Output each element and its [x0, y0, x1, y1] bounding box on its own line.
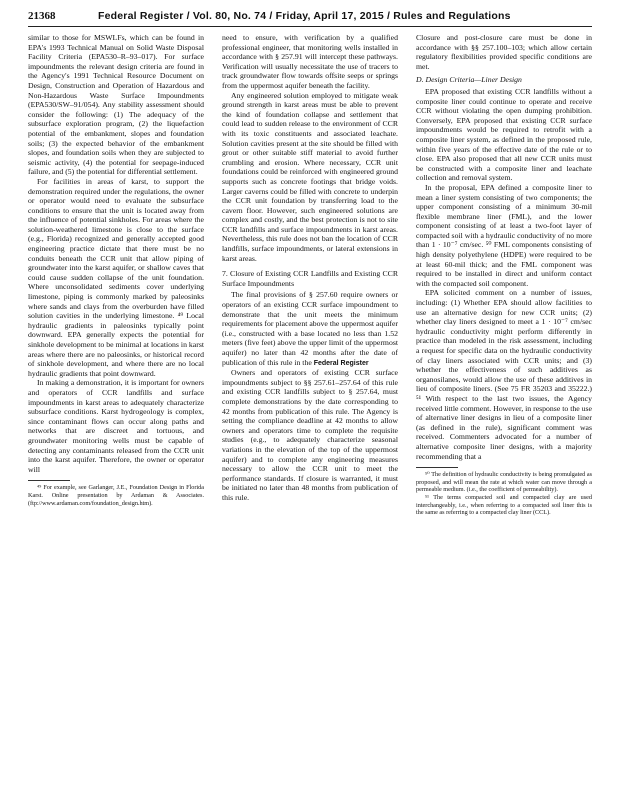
paragraph: similar to those for MSWLFs, which can be found in EPA's 1993 Technical Manual on Solid Waste Disposal Facility Criteria (EPA530–R–93–017). For surface impoundments the relevant design criteria are found in the Agency's 1991 Technical Resource Document on Design, Construction and Operation of Hazardous and Non-Hazardous Waste Surface Impoundments (EPA530/SW–91/054). Any stability assessment should consider the following: (1) The adequacy of the subsurface exploration program, (2) the liquefaction potential of the embankment, slopes and foundation soils; (3) the expected behavior of the embankment slopes, and foundation soils when they are subjected to seismic activity, (4) the potential for seepage-induced failure, and (5) the potential for differential settlement.: [28, 33, 204, 177]
paragraph: EPA solicited comment on a number of issues, including: (1) Whether EPA should allow facilities to use an alternative design for new CCR units; (2) whether clay liners designed to meet a 1 · 10⁻⁷ cm/sec hydraulic conductivity might perform differently in practice than modeled in the risk assessment, including a request for specific data on the hydraulic conductivity of clay liners associated with CCR units; and (3) whether the effectiveness of such additives as organosilanes, would allow the use of these additives in lieu of composite liners. (See 75 FR 35203 and 35222.) ⁵¹ With respect to the last two issues, the Agency received little comment. However, in response to the use of alternative liner designs in lieu of a composite liner (as defined in the rule), significant comment was received. Commenters advocated for a number of alternative composite liner designs, with a majority recommending that a: [416, 288, 592, 461]
footnote-49: ⁴⁹ For example, see Garlanger, J.E., Foundation Design in Florida Karst. Online presentation by Ardaman & Associates. (ftp://www.ardaman.com/foundation_design.htm).: [28, 484, 204, 507]
paragraph: In the proposal, EPA defined a composite liner to mean a liner system consisting of two components; the upper component consisting of a minimum 30-mil flexible membrane liner (FML), and the lower component consisting of at least a two-foot layer of compacted soil with a hydraulic conductivity of no more than 1 · 10⁻⁷ cm/sec. ⁵⁰ FML components consisting of high density polyethylene (HDPE) were required to be at least 60-mil thick; and the FML component was required to be installed in direct and uniform contact with the compacted soil component.: [416, 182, 592, 288]
footnote-rule: [416, 467, 458, 468]
paragraph: Any engineered solution employed to mitigate weak ground strength in karst areas must be able to prevent the kind of foundation collapse and settlement that could lead to sudden release to the environment of CCR with its toxic constituents and associated leachate. Solution cavities present at the site should be filled with grout or other suitable stiff material to avoid further crumbling and erosion. Where necessary, CCR unit foundations could be reinforced with engineered ground supports such as concrete footings that bridge voids. Larger caverns could be filled with concrete to underpin the CCR unit foundation by transferring load to the cavern floor. However, such engineered solutions are complex and costly, and the best protection is not to site CCR landfills and surface impoundments in karst areas. Nevertheless, this rule does not ban the location of CCR landfills, surface impoundments, or lateral extensions in karst areas.: [222, 90, 398, 263]
paragraph: In making a demonstration, it is important for owners and operators of CCR landfills and surface impoundments in karst areas to adequately characterize subsurface conditions. Karst hydrogeology is complex, since contaminant flows can occur along paths and networks that are discreet and tortuous, and groundwater monitoring wells must be capable of detecting any contaminants released from the CCR unit into the karst aquifer. Therefore, the owner or operator will: [28, 378, 204, 474]
paragraph: For facilities in areas of karst, to support the demonstration required under the regulations, the owner or operator would need to evaluate the subsurface conditions to ensure that the unit is located away from the influence of potential sinkholes. For areas where the solution-weathered limestone is close to the surface (e.g., Florida) recognized and generally accepted good engineering practice dictate that there must be no conduits beneath the CCR unit that allow piping of groundwater into the karst aquifer, or shallow caves that could cause sudden collapse of the unit foundation. Where unconsolidated sediments cover underlying limestone, piping is commonly marked by paleosinks where sands and clays from the overburden have filled solution cavities in the underlying limestone. ⁴⁹ Local hydraulic gradients in paleosinks typically point downward. EPA generally expects the potential for sinkhole development to be minimal at locations in karst areas where there are no paleosinks, or historical record of sinkhole development, and where there are no local hydraulic gradients that point downward.: [28, 176, 204, 378]
footnote-51: ⁵¹ The terms compacted soil and compacted clay are used interchangeably, i.e., when referring to a compacted soil liner this is the same as referring to a compacted clay liner (CCL).: [416, 493, 592, 517]
column-1: [28, 33, 204, 785]
column-2: [222, 33, 398, 785]
paragraph: Owners and operators of existing CCR surface impoundments subject to §§ 257.61–257.64 of this rule and existing CCR landfills subject to § 257.64, must complete demonstrations by the date corresponding to 42 months from publication of this rule. The Agency is setting the compliance deadline at 42 months to allow owners and operators time to complete the requisite studies (e.g., to adequately characterize seasonal variations in the elevation of the top of the uppermost aquifer) and to complete any engineering measures necessary to allow the CCR unit to meet the performance standards. If closure is warranted, it must be initiated no later than 48 months from publication of this rule.: [222, 368, 398, 502]
page-number: 21368: [28, 10, 56, 22]
federal-register-bold: Federal Register: [313, 359, 369, 367]
paragraph: [222, 290, 398, 368]
section-heading: 7. Closure of Existing CCR Landfills and Existing CCR Surface Impoundments: [222, 269, 398, 288]
publication-title: Federal Register / Vol. 80, No. 74 / Friday, April 17, 2015 / Rules and Regulations: [98, 10, 511, 22]
footnote-rule: [28, 480, 70, 481]
column-3: [416, 33, 592, 785]
section-subheading: D. Design Criteria—Liner Design: [416, 75, 522, 85]
paragraph: Closure and post-closure care must be done in accordance with §§ 257.100–103; which allow certain regulatory flexibilities provided specific conditions are met.: [416, 33, 592, 71]
paragraph-text: The final provisions of § 257.60 require owners or operators of an existing CCR surface impoundment to demonstrate that the unit meets the minimum requirements for placement above the uppermost aquifer (i.e., constructed with a base located no less than 1.52 meters (five feet) above the upper limit of the uppermost aquifer) no later than 42 months after the date of publication of this rule in the: [222, 290, 398, 367]
paragraph: need to ensure, with verification by a qualified professional engineer, that monitoring wells installed in accordance with § 257.91 will intercept these pathways. Verification will usually necessitate the use of tracers to track groundwater flow towards offsite seeps or springs from the uppermost aquifer beneath the facility.: [222, 33, 398, 90]
footnote-50: ⁵⁰ The definition of hydraulic conductivity is being promulgated as proposed, and will mean the rate at which water can move through a permeable medium. (i.e., the coefficient of permeability).: [416, 471, 592, 494]
paragraph: EPA proposed that existing CCR landfills without a composite liner could continue to operate and receive CCR without violating the open dumping prohibition. Conversely, EPA proposed that existing CCR surface impoundments would be required to retrofit with a composite liner system, as defined in the proposed rule, within five years of the effective date of the rule or to close. EPA also proposed that all new CCR units must be constructed with a composite liner and leachate collection and removal system.: [416, 86, 592, 183]
page-header: [28, 10, 592, 26]
header-rule: [28, 26, 592, 27]
